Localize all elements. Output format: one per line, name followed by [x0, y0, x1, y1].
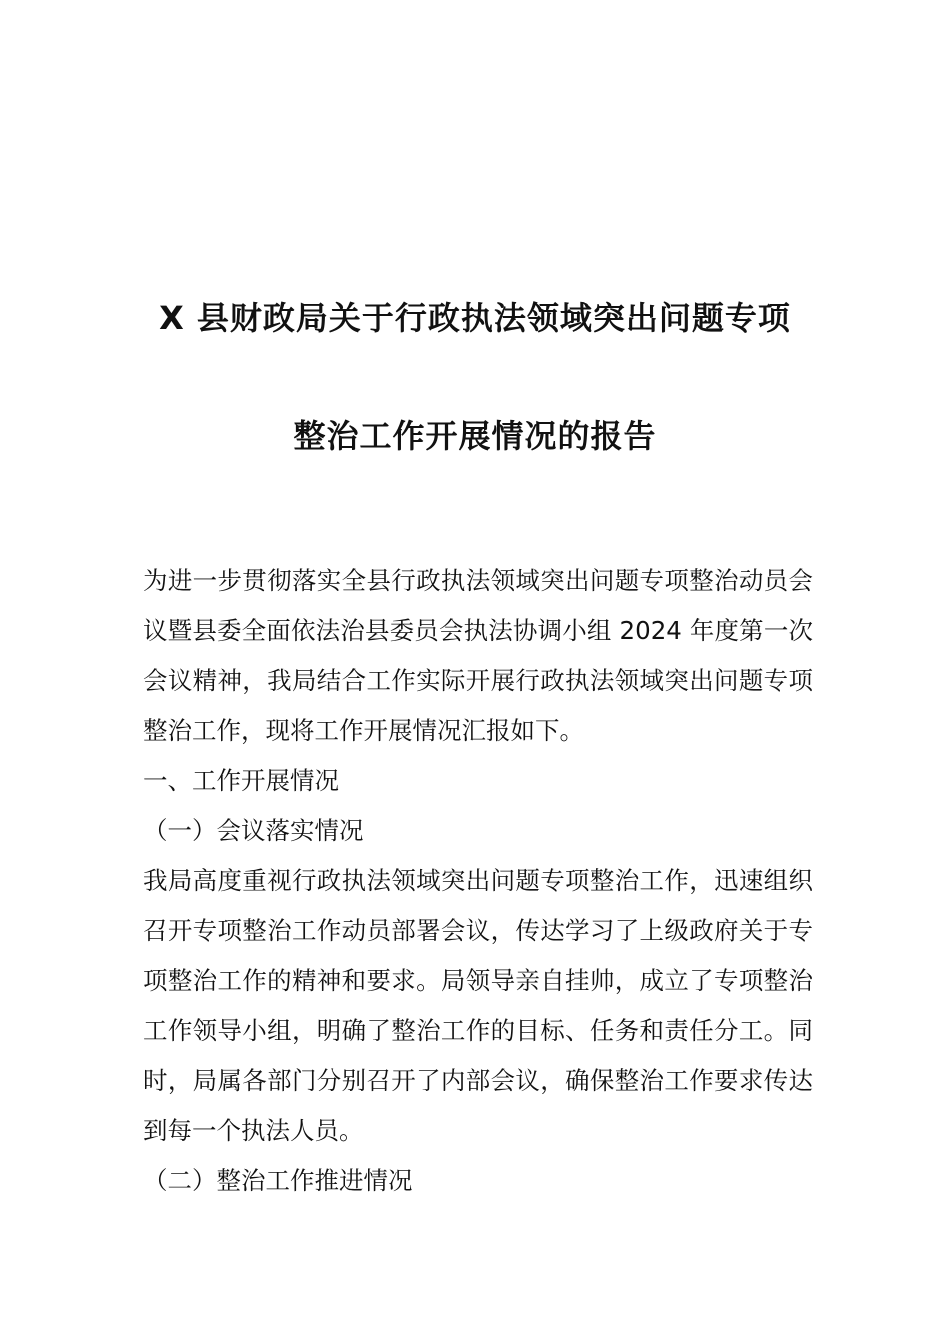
subsection-1-paragraph: 我局高度重视行政执法领域突出问题专项整治工作，迅速组织召开专项整治工作动员部署会议，传达学习了上级政府关于专项整治工作的精神和要求。局领导亲自挂帅，成立了专项整治工作领导小组，明确了整治工作的目标、任务和责任分工。同时，局属各部门分别召开了内部会议，确保整治工作要求传达到每一个执法人员。	[143, 866, 813, 1145]
section-heading-1: 一、工作开展情况	[143, 766, 339, 795]
subsection-heading-2: （二）整治工作推进情况	[143, 1166, 413, 1195]
document-title-line-1: X 县财政局关于行政执法领域突出问题专项	[159, 299, 791, 337]
document-body	[143, 556, 813, 1206]
subsection-heading-1: （一）会议落实情况	[143, 816, 364, 845]
intro-paragraph: 为进一步贯彻落实全县行政执法领域突出问题专项整治动员会议暨县委全面依法治县委员会执法协调小组 2024 年度第一次会议精神，我局结合工作实际开展行政执法领域突出问题专项整治工作，现将工作开展情况汇报如下。	[143, 566, 813, 745]
document-title-line-2: 整治工作开展情况的报告	[293, 417, 657, 455]
